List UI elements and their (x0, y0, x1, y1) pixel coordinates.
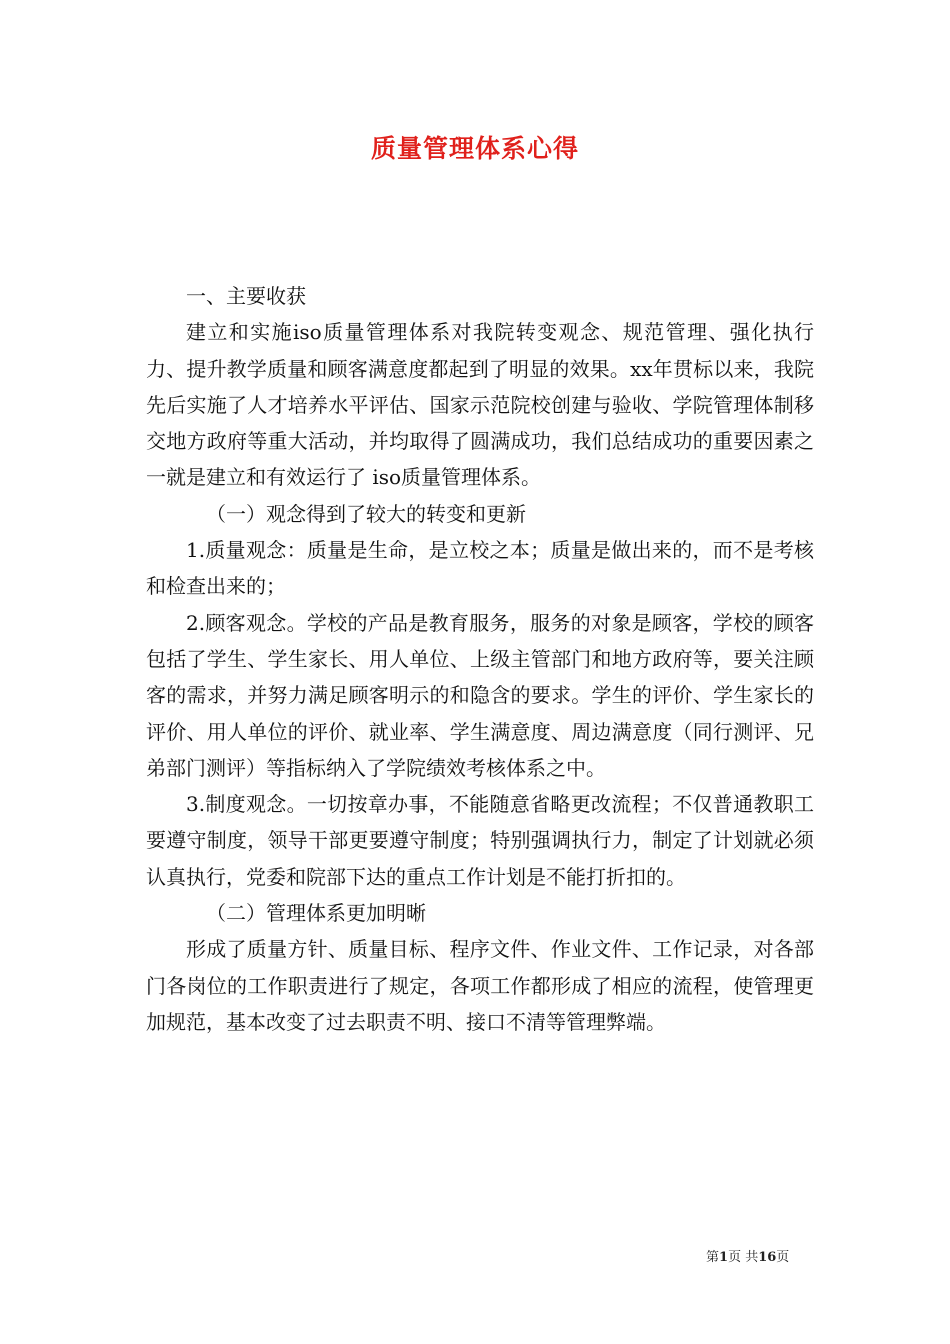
subheading-concept-change: （一）观念得到了较大的转变和更新 (206, 501, 526, 526)
page-footer (706, 1246, 789, 1265)
section-heading-main-gains: 一、主要收获 (186, 284, 306, 308)
footer-suffix: 页 (776, 1250, 790, 1265)
paragraph-quality-concept: 1.质量观念：质量是生命，是立校之本；质量是做出来的，而不是考核和检查出来的； (146, 538, 814, 599)
footer-current-page: 1 (719, 1250, 729, 1265)
paragraph-system-concept: 3.制度观念。一切按章办事，不能随意省略更改流程；不仅普通教职工要遵守制度，领导干部更要遵守制度；特别强调执行力，制定了计划就必须认真执行，党委和院部下达的重点工作计划是不能打折扣的。 (146, 792, 814, 889)
paragraph-customer-concept: 2.顾客观念。学校的产品是教育服务，服务的对象是顾客，学校的顾客包括了学生、学生家长、用人单位、上级主管部门和地方政府等，要关注顾客的需求，并努力满足顾客明示的和隐含的要求。学生的评价、学生家长的评价、用人单位的评价、就业率、学生满意度、周边满意度（同行测评、兄弟部门测评）等指标纳入了学院绩效考核体系之中。 (146, 610, 814, 780)
paragraph-iso-implementation: 建立和实施iso质量管理体系对我院转变观念、规范管理、强化执行力、提升教学质量和顾客满意度都起到了明显的效果。xx年贯标以来，我院先后实施了人才培养水平评估、国家示范院校创建与验收、学院管理体制移交地方政府等重大活动，并均取得了圆满成功，我们总结成功的重要因素之一就是建立和有效运行了 iso质量管理体系。 (146, 320, 814, 490)
footer-total-pages: 16 (758, 1250, 777, 1265)
document-body (146, 278, 814, 1040)
footer-middle: 页 共 (728, 1250, 759, 1265)
paragraph-management-documents: 形成了质量方针、质量目标、程序文件、作业文件、工作记录，对各部门各岗位的工作职责进行了规定，各项工作都形成了相应的流程，使管理更加规范，基本改变了过去职责不明、接口不清等管理弊端。 (146, 937, 814, 1034)
footer-prefix: 第 (706, 1250, 720, 1265)
subheading-management-clarity: （二）管理体系更加明晰 (206, 901, 426, 926)
document-title: 质量管理体系心得 (370, 134, 579, 163)
